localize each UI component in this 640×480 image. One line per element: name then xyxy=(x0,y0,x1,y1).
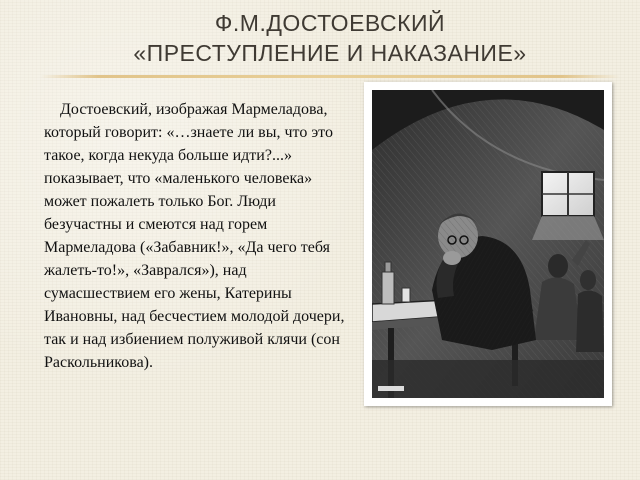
slide-body-text: Достоевский, изображая Мармеладова, который говорит: «…знаете ли вы, что это такое, когда некуда больше идти?...» показывает, что «маленького человека» может пожалеть только Бог. Люди безучастны и смеются над горем Мармеладова («Забавник!», «Да чего тебя жалеть-то!», «Заврался»), над сумасшествием его жены, Катерины Ивановны, над бесчестием молодой дочери, так и над избиением полуживой клячи (сон Раскольникова). xyxy=(44,101,345,371)
title-line-1: Ф.М.ДОСТОЕВСКИЙ xyxy=(214,10,446,36)
title-divider xyxy=(40,75,620,78)
slide-title xyxy=(40,8,620,68)
title-line-2: «ПРЕСТУПЛЕНИЕ И НАКАЗАНИЕ» xyxy=(133,40,527,66)
marmeladov-tavern-drawing-icon xyxy=(372,90,604,398)
illustration-frame xyxy=(364,82,612,406)
